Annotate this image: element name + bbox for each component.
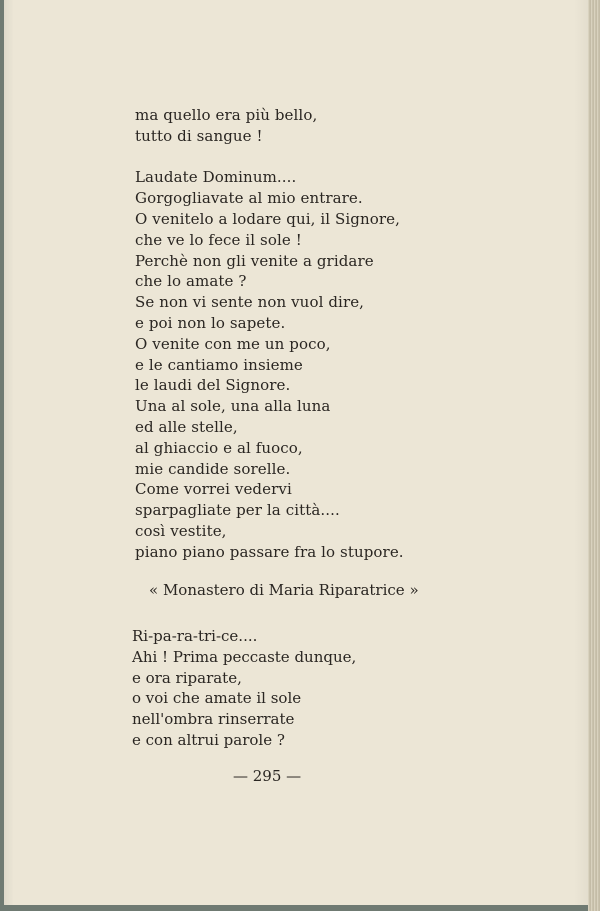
poem-line: Se non vi sente non vuol dire, xyxy=(135,293,365,312)
poem-line: che lo amate ? xyxy=(135,272,247,291)
poem-line: tutto di sangue ! xyxy=(135,126,263,145)
stanza-gap xyxy=(135,147,404,168)
poem-line: Ri-pa-ra-tri-ce.... xyxy=(132,627,258,645)
poem-block-top xyxy=(135,105,404,563)
poem-line: nell'ombra rinserrate xyxy=(132,710,295,729)
poem-line: ed alle stelle, xyxy=(135,417,238,436)
poem-line: Laudate Dominum.... xyxy=(135,168,297,187)
section-heading: « Monastero di Maria Riparatrice » xyxy=(149,581,419,599)
poem-line: Gorgogliavate al mio entrare. xyxy=(135,189,363,208)
poem-line: ma quello era più bello, xyxy=(135,106,318,124)
poem-line: O venitelo a lodare qui, il Signore, xyxy=(135,209,401,228)
poem-line: e ora riparate, xyxy=(132,668,242,687)
poem-line: che ve lo fece il sole ! xyxy=(135,230,302,249)
poem-line: mie candide sorelle. xyxy=(135,459,291,478)
poem-line: e con altrui parole ? xyxy=(132,730,285,749)
page-edge xyxy=(588,0,600,911)
page-number: — 295 — xyxy=(233,767,302,785)
poem-line: e le cantiamo insieme xyxy=(135,355,303,374)
poem-line: così vestite, xyxy=(135,521,227,540)
poem-line: O venite con me un poco, xyxy=(135,334,331,353)
poem-line: Una al sole, una alla luna xyxy=(135,397,331,416)
poem-block-bottom xyxy=(132,626,356,751)
poem-line: piano piano passare fra lo stupore. xyxy=(135,542,404,561)
poem-line: al ghiaccio e al fuoco, xyxy=(135,438,303,457)
poem-line: Come vorrei vedervi xyxy=(135,480,292,499)
poem-line: e poi non lo sapete. xyxy=(135,313,286,332)
poem-line: le laudi del Signore. xyxy=(135,376,291,395)
poem-line: Perchè non gli venite a gridare xyxy=(135,251,374,270)
book-page xyxy=(4,0,589,905)
poem-line: sparpagliate per la città.... xyxy=(135,501,340,520)
poem-line: Ahi ! Prima peccaste dunque, xyxy=(132,647,357,666)
poem-line: o voi che amate il sole xyxy=(132,689,302,708)
